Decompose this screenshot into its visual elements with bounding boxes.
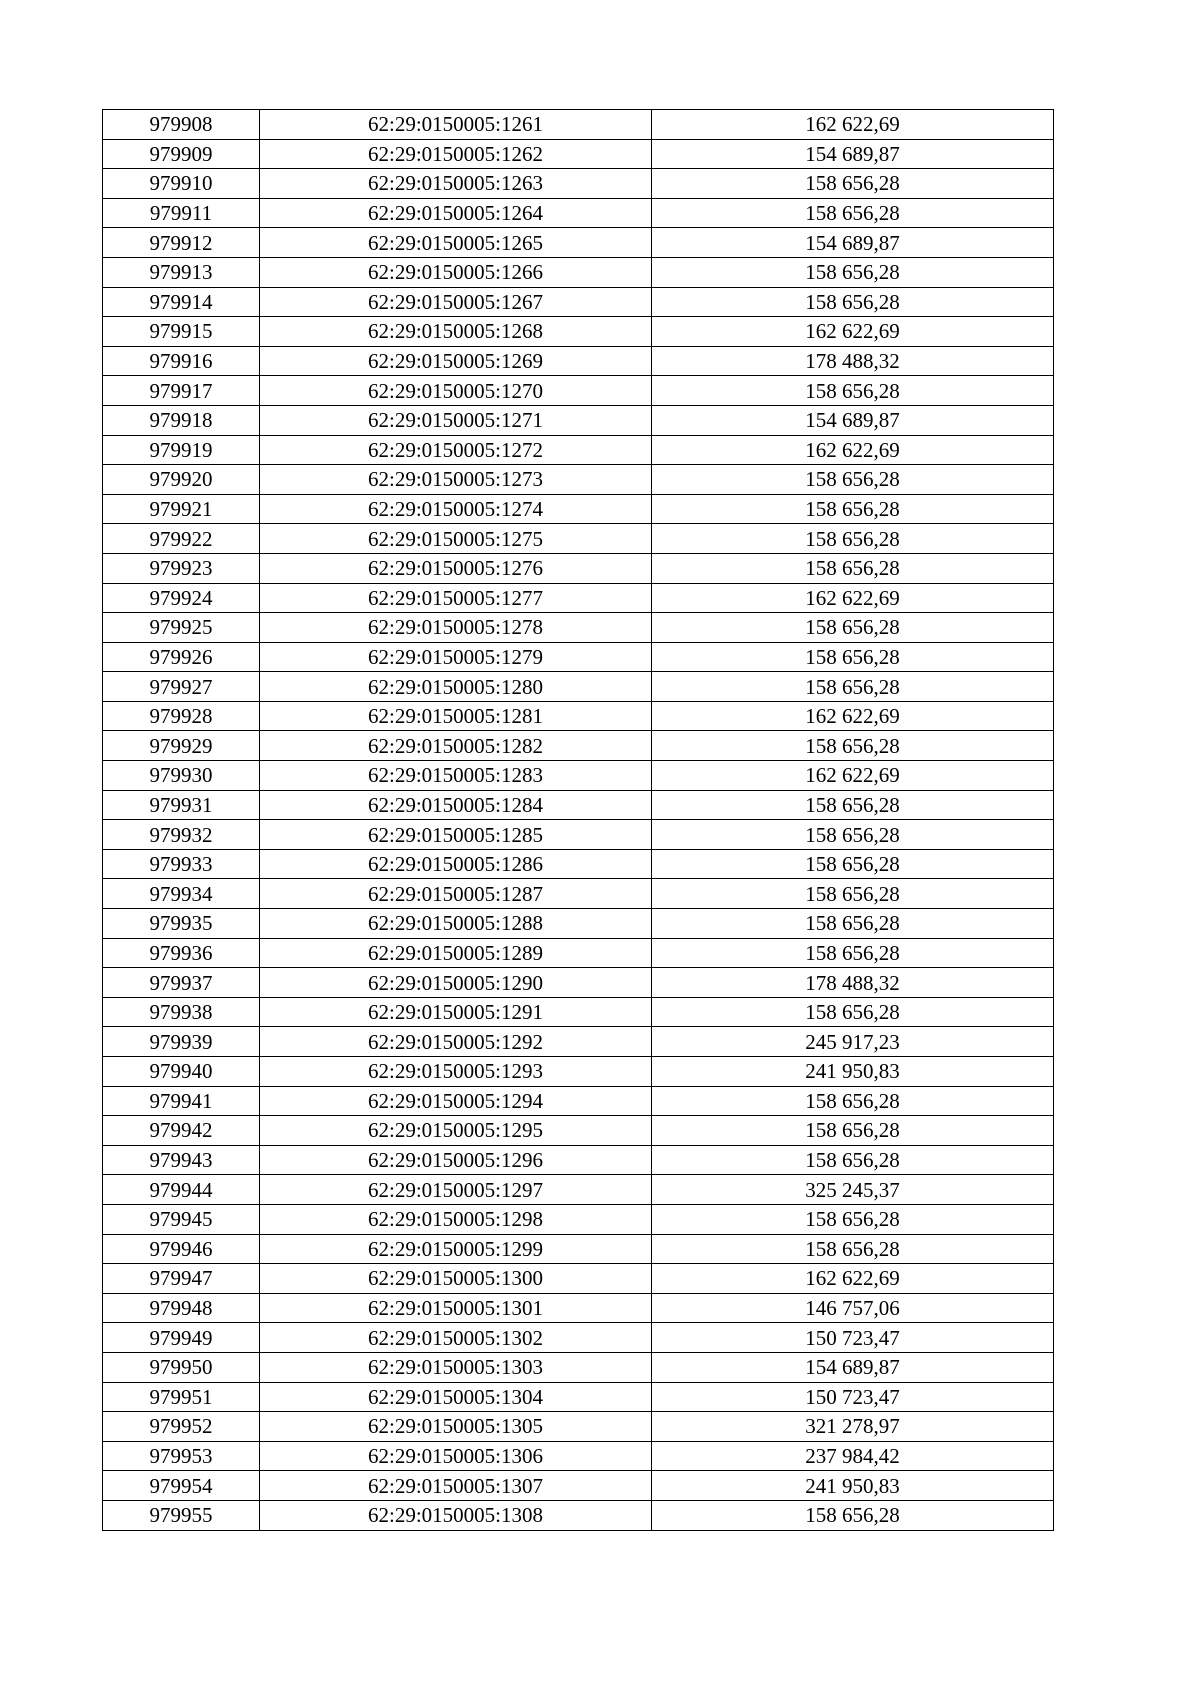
cadastral-number-cell: 62:29:0150005:1293: [260, 1057, 652, 1087]
cadastral-value-cell: 158 656,28: [652, 849, 1054, 879]
cadastral-number-cell: 62:29:0150005:1289: [260, 938, 652, 968]
cadastral-number-cell: 62:29:0150005:1290: [260, 968, 652, 998]
table-row: [103, 1382, 1054, 1412]
cadastral-number-cell: 62:29:0150005:1265: [260, 228, 652, 258]
table-row: [103, 1027, 1054, 1057]
row-number-cell: 979947: [103, 1264, 260, 1294]
cadastral-number-cell: 62:29:0150005:1279: [260, 642, 652, 672]
cadastral-number-cell: 62:29:0150005:1284: [260, 790, 652, 820]
table-row: [103, 997, 1054, 1027]
cadastral-value-cell: 154 689,87: [652, 228, 1054, 258]
cadastral-number-cell: 62:29:0150005:1298: [260, 1204, 652, 1234]
row-number-cell: 979929: [103, 731, 260, 761]
cadastral-number-cell: 62:29:0150005:1295: [260, 1116, 652, 1146]
row-number-cell: 979913: [103, 257, 260, 287]
cadastral-value-cell: 158 656,28: [652, 376, 1054, 406]
row-number-cell: 979919: [103, 435, 260, 465]
table-row: [103, 1293, 1054, 1323]
cadastral-value-cell: 158 656,28: [652, 465, 1054, 495]
cadastral-value-cell: 158 656,28: [652, 672, 1054, 702]
table-row: [103, 524, 1054, 554]
table-row: [103, 583, 1054, 613]
table-body: [103, 110, 1054, 1531]
cadastral-value-cell: 158 656,28: [652, 790, 1054, 820]
table-row: [103, 257, 1054, 287]
row-number-cell: 979914: [103, 287, 260, 317]
cadastral-value-cell: 158 656,28: [652, 553, 1054, 583]
row-number-cell: 979923: [103, 553, 260, 583]
row-number-cell: 979948: [103, 1293, 260, 1323]
cadastral-number-cell: 62:29:0150005:1280: [260, 672, 652, 702]
table-row: [103, 701, 1054, 731]
cadastral-value-cell: 158 656,28: [652, 169, 1054, 199]
cadastral-number-cell: 62:29:0150005:1266: [260, 257, 652, 287]
cadastral-value-cell: 158 656,28: [652, 257, 1054, 287]
table-row: [103, 761, 1054, 791]
row-number-cell: 979940: [103, 1057, 260, 1087]
table-row: [103, 1116, 1054, 1146]
table-row: [103, 1086, 1054, 1116]
row-number-cell: 979926: [103, 642, 260, 672]
table-row: [103, 790, 1054, 820]
row-number-cell: 979950: [103, 1352, 260, 1382]
table-row: [103, 346, 1054, 376]
table-row: [103, 1412, 1054, 1442]
table-row: [103, 435, 1054, 465]
table-row: [103, 287, 1054, 317]
cadastral-value-cell: 158 656,28: [652, 1500, 1054, 1530]
row-number-cell: 979944: [103, 1175, 260, 1205]
row-number-cell: 979936: [103, 938, 260, 968]
cadastral-value-cell: 158 656,28: [652, 1234, 1054, 1264]
row-number-cell: 979949: [103, 1323, 260, 1353]
cadastral-number-cell: 62:29:0150005:1296: [260, 1145, 652, 1175]
cadastral-value-cell: 150 723,47: [652, 1323, 1054, 1353]
row-number-cell: 979943: [103, 1145, 260, 1175]
cadastral-value-cell: 325 245,37: [652, 1175, 1054, 1205]
cadastral-number-cell: 62:29:0150005:1308: [260, 1500, 652, 1530]
row-number-cell: 979932: [103, 820, 260, 850]
row-number-cell: 979937: [103, 968, 260, 998]
table-row: [103, 1204, 1054, 1234]
table-row: [103, 879, 1054, 909]
cadastral-value-cell: 154 689,87: [652, 405, 1054, 435]
table-row: [103, 1500, 1054, 1530]
cadastral-number-cell: 62:29:0150005:1273: [260, 465, 652, 495]
table-row: [103, 317, 1054, 347]
row-number-cell: 979917: [103, 376, 260, 406]
cadastral-value-cell: 321 278,97: [652, 1412, 1054, 1442]
cadastral-value-cell: 237 984,42: [652, 1441, 1054, 1471]
cadastral-number-cell: 62:29:0150005:1281: [260, 701, 652, 731]
cadastral-value-cell: 178 488,32: [652, 346, 1054, 376]
cadastral-value-cell: 158 656,28: [652, 494, 1054, 524]
cadastral-value-cell: 158 656,28: [652, 613, 1054, 643]
cadastral-number-cell: 62:29:0150005:1306: [260, 1441, 652, 1471]
cadastral-number-cell: 62:29:0150005:1304: [260, 1382, 652, 1412]
row-number-cell: 979933: [103, 849, 260, 879]
cadastral-value-cell: 178 488,32: [652, 968, 1054, 998]
table-row: [103, 465, 1054, 495]
cadastral-number-cell: 62:29:0150005:1302: [260, 1323, 652, 1353]
cadastral-value-cell: 154 689,87: [652, 1352, 1054, 1382]
cadastral-number-cell: 62:29:0150005:1271: [260, 405, 652, 435]
table-row: [103, 169, 1054, 199]
cadastral-number-cell: 62:29:0150005:1303: [260, 1352, 652, 1382]
cadastral-number-cell: 62:29:0150005:1300: [260, 1264, 652, 1294]
cadastral-number-cell: 62:29:0150005:1282: [260, 731, 652, 761]
row-number-cell: 979934: [103, 879, 260, 909]
cadastral-value-table: [102, 109, 1054, 1531]
table-row: [103, 968, 1054, 998]
cadastral-number-cell: 62:29:0150005:1305: [260, 1412, 652, 1442]
cadastral-value-cell: 158 656,28: [652, 731, 1054, 761]
row-number-cell: 979952: [103, 1412, 260, 1442]
cadastral-number-cell: 62:29:0150005:1263: [260, 169, 652, 199]
row-number-cell: 979910: [103, 169, 260, 199]
row-number-cell: 979935: [103, 909, 260, 939]
cadastral-number-cell: 62:29:0150005:1288: [260, 909, 652, 939]
table-row: [103, 1441, 1054, 1471]
cadastral-number-cell: 62:29:0150005:1283: [260, 761, 652, 791]
table-row: [103, 938, 1054, 968]
cadastral-number-cell: 62:29:0150005:1297: [260, 1175, 652, 1205]
cadastral-number-cell: 62:29:0150005:1299: [260, 1234, 652, 1264]
cadastral-value-cell: 162 622,69: [652, 1264, 1054, 1294]
table-row: [103, 198, 1054, 228]
row-number-cell: 979908: [103, 110, 260, 140]
cadastral-number-cell: 62:29:0150005:1272: [260, 435, 652, 465]
row-number-cell: 979927: [103, 672, 260, 702]
cadastral-value-cell: 245 917,23: [652, 1027, 1054, 1057]
row-number-cell: 979924: [103, 583, 260, 613]
cadastral-number-cell: 62:29:0150005:1286: [260, 849, 652, 879]
cadastral-number-cell: 62:29:0150005:1307: [260, 1471, 652, 1501]
row-number-cell: 979912: [103, 228, 260, 258]
cadastral-value-cell: 158 656,28: [652, 198, 1054, 228]
cadastral-value-cell: 158 656,28: [652, 1204, 1054, 1234]
cadastral-number-cell: 62:29:0150005:1264: [260, 198, 652, 228]
row-number-cell: 979942: [103, 1116, 260, 1146]
table-row: [103, 642, 1054, 672]
table-row: [103, 1264, 1054, 1294]
cadastral-value-cell: 150 723,47: [652, 1382, 1054, 1412]
row-number-cell: 979954: [103, 1471, 260, 1501]
cadastral-number-cell: 62:29:0150005:1276: [260, 553, 652, 583]
row-number-cell: 979909: [103, 139, 260, 169]
table-row: [103, 553, 1054, 583]
cadastral-value-cell: 162 622,69: [652, 110, 1054, 140]
table-row: [103, 494, 1054, 524]
table-row: [103, 405, 1054, 435]
cadastral-number-cell: 62:29:0150005:1291: [260, 997, 652, 1027]
table-row: [103, 376, 1054, 406]
row-number-cell: 979938: [103, 997, 260, 1027]
cadastral-value-cell: 154 689,87: [652, 139, 1054, 169]
table-row: [103, 139, 1054, 169]
cadastral-value-cell: 158 656,28: [652, 524, 1054, 554]
row-number-cell: 979930: [103, 761, 260, 791]
row-number-cell: 979915: [103, 317, 260, 347]
table-row: [103, 1471, 1054, 1501]
table-row: [103, 1352, 1054, 1382]
cadastral-number-cell: 62:29:0150005:1269: [260, 346, 652, 376]
row-number-cell: 979946: [103, 1234, 260, 1264]
row-number-cell: 979953: [103, 1441, 260, 1471]
cadastral-value-cell: 158 656,28: [652, 1145, 1054, 1175]
cadastral-value-cell: 158 656,28: [652, 879, 1054, 909]
cadastral-value-cell: 158 656,28: [652, 938, 1054, 968]
row-number-cell: 979939: [103, 1027, 260, 1057]
row-number-cell: 979931: [103, 790, 260, 820]
table-row: [103, 1234, 1054, 1264]
table-row: [103, 672, 1054, 702]
cadastral-value-cell: 158 656,28: [652, 287, 1054, 317]
table-row: [103, 110, 1054, 140]
cadastral-number-cell: 62:29:0150005:1274: [260, 494, 652, 524]
cadastral-value-cell: 162 622,69: [652, 317, 1054, 347]
cadastral-value-cell: 146 757,06: [652, 1293, 1054, 1323]
row-number-cell: 979955: [103, 1500, 260, 1530]
row-number-cell: 979928: [103, 701, 260, 731]
cadastral-number-cell: 62:29:0150005:1294: [260, 1086, 652, 1116]
table-row: [103, 613, 1054, 643]
row-number-cell: 979921: [103, 494, 260, 524]
cadastral-number-cell: 62:29:0150005:1277: [260, 583, 652, 613]
cadastral-value-cell: 158 656,28: [652, 820, 1054, 850]
table-row: [103, 820, 1054, 850]
cadastral-value-cell: 158 656,28: [652, 997, 1054, 1027]
table-row: [103, 731, 1054, 761]
cadastral-value-cell: 241 950,83: [652, 1057, 1054, 1087]
row-number-cell: 979925: [103, 613, 260, 643]
cadastral-value-cell: 162 622,69: [652, 761, 1054, 791]
cadastral-value-cell: 158 656,28: [652, 642, 1054, 672]
cadastral-value-cell: 241 950,83: [652, 1471, 1054, 1501]
cadastral-number-cell: 62:29:0150005:1261: [260, 110, 652, 140]
cadastral-number-cell: 62:29:0150005:1292: [260, 1027, 652, 1057]
table-row: [103, 909, 1054, 939]
row-number-cell: 979945: [103, 1204, 260, 1234]
cadastral-value-cell: 162 622,69: [652, 435, 1054, 465]
row-number-cell: 979922: [103, 524, 260, 554]
table-row: [103, 1323, 1054, 1353]
cadastral-value-cell: 162 622,69: [652, 701, 1054, 731]
cadastral-value-cell: 158 656,28: [652, 1086, 1054, 1116]
cadastral-number-cell: 62:29:0150005:1285: [260, 820, 652, 850]
cadastral-number-cell: 62:29:0150005:1278: [260, 613, 652, 643]
cadastral-value-cell: 158 656,28: [652, 909, 1054, 939]
table-row: [103, 1145, 1054, 1175]
table-row: [103, 1057, 1054, 1087]
cadastral-number-cell: 62:29:0150005:1270: [260, 376, 652, 406]
row-number-cell: 979941: [103, 1086, 260, 1116]
cadastral-number-cell: 62:29:0150005:1275: [260, 524, 652, 554]
table-row: [103, 1175, 1054, 1205]
cadastral-number-cell: 62:29:0150005:1268: [260, 317, 652, 347]
cadastral-number-cell: 62:29:0150005:1301: [260, 1293, 652, 1323]
row-number-cell: 979916: [103, 346, 260, 376]
row-number-cell: 979918: [103, 405, 260, 435]
cadastral-number-cell: 62:29:0150005:1267: [260, 287, 652, 317]
row-number-cell: 979920: [103, 465, 260, 495]
table-row: [103, 228, 1054, 258]
cadastral-number-cell: 62:29:0150005:1262: [260, 139, 652, 169]
table-row: [103, 849, 1054, 879]
cadastral-number-cell: 62:29:0150005:1287: [260, 879, 652, 909]
row-number-cell: 979951: [103, 1382, 260, 1412]
cadastral-value-cell: 158 656,28: [652, 1116, 1054, 1146]
cadastral-value-cell: 162 622,69: [652, 583, 1054, 613]
row-number-cell: 979911: [103, 198, 260, 228]
